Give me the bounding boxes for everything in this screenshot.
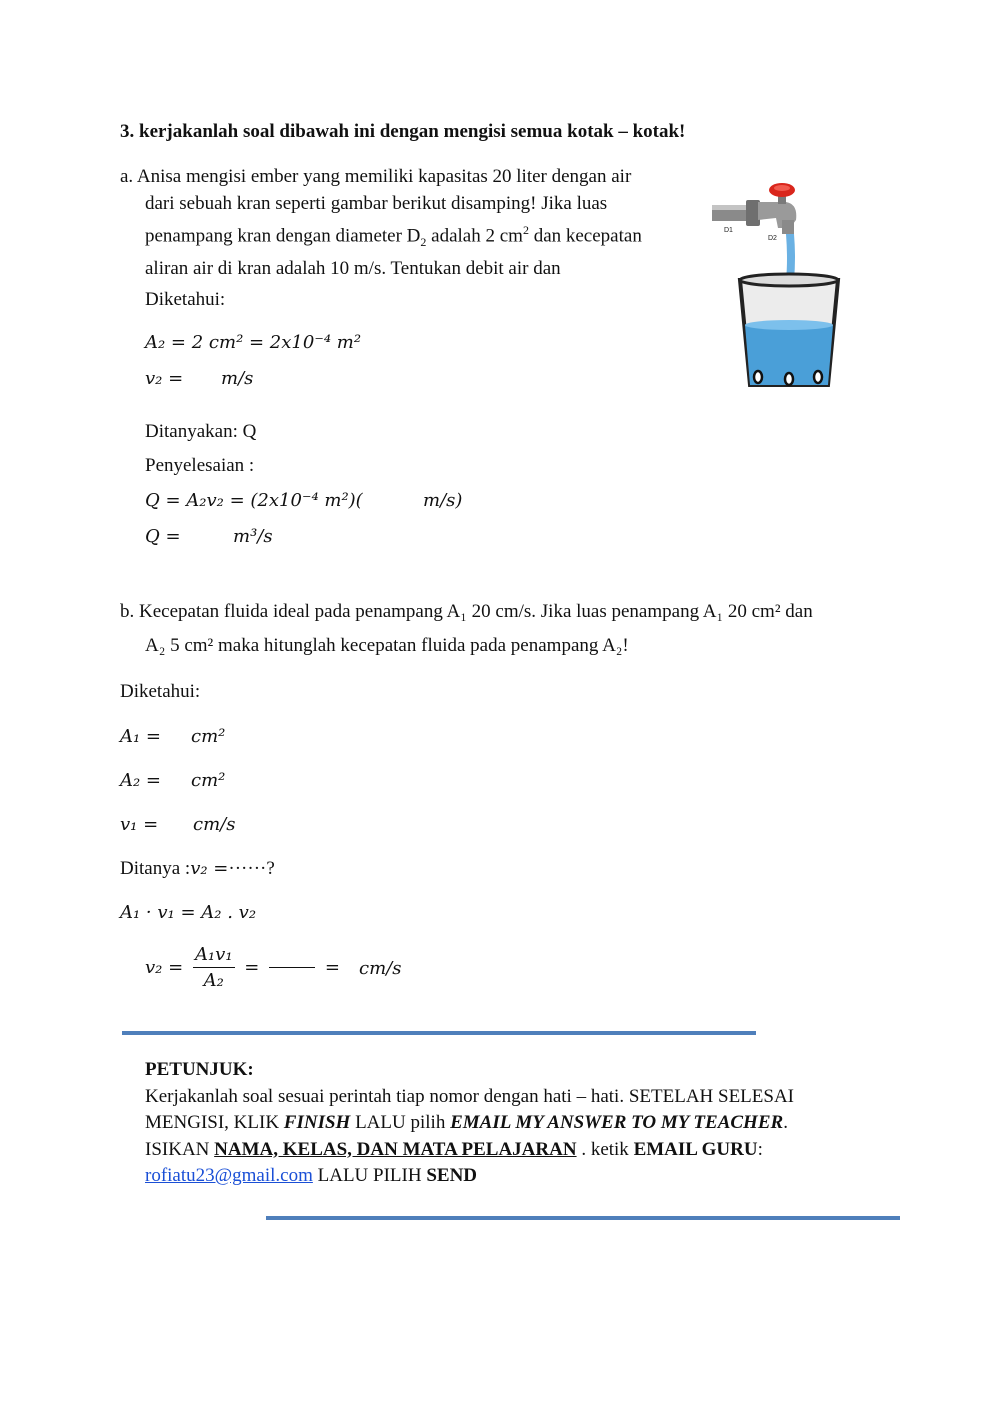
question-title: 3. kerjakanlah soal dibawah ini dengan mengisi semua kotak – kotak!: [120, 121, 686, 142]
part-a-eq-q-result: Q =: [145, 526, 181, 547]
instructions-line-3: ISIKAN NAMA, KELAS, DAN MATA PELAJARAN . ketik EMAIL GURU:: [145, 1138, 763, 1160]
tap-bucket-illustration: [708, 180, 848, 395]
part-b-line-2: A₂ 5 cm² maka hitunglah kecepatan fluida pada penampang A₂!: [145, 635, 629, 656]
part-a-line-3: penampang kran dengan diameter $D_2$ adalah 2 $cm^2$ dan kecepatan: [145, 223, 642, 250]
part-b-continuity-equation: A₁ · v₁ = A₂ . v₂: [120, 902, 257, 923]
part-a-eq-q-formula: Q = A₂v₂ = (2x10⁻⁴ m²)(: [145, 490, 363, 511]
answer-blank-line: [269, 967, 315, 968]
part-b-v2-formula: v₂ = $\frac{\text{A₁v₁}}{\text{A₂}}$ = =: [145, 944, 340, 991]
part-b-line-1: b. Kecepatan fluida ideal pada penampang A₁ 20 cm/s. Jika luas penampang A₁ 20 cm² dan: [120, 601, 813, 622]
part-a-line-4: aliran air di kran adalah 10 m/s. Tentukan debit air dan: [145, 257, 561, 279]
part-a-eq-a2: A₂ = 2 cm² = 2x10⁻⁴ m²: [145, 332, 362, 353]
part-b-problem: [120, 595, 890, 663]
part-a-eq-q-unit: m/s): [423, 490, 463, 511]
instructions-box: [145, 1057, 845, 1190]
divider-bottom: [266, 1216, 900, 1220]
part-b-v1-unit: cm/s: [193, 814, 236, 835]
part-b-ditanya: Ditanya :v₂ =······?: [120, 858, 275, 879]
part-a-ditanyakan: Ditanyakan: Q: [145, 421, 257, 442]
instructions-heading: PETUNJUK:: [145, 1059, 254, 1080]
label-d1: D1: [724, 227, 733, 234]
part-a-problem: [120, 164, 698, 282]
instructions-line-1: Kerjakanlah soal sesuai perintah tiap nomor dengan hati – hati. SETELAH SELESAI: [145, 1085, 795, 1107]
part-b-a1-unit: cm²: [191, 726, 226, 747]
part-b-a2: A₂ =: [120, 770, 162, 791]
part-a-diketahui: Diketahui:: [145, 289, 226, 310]
part-a-line-2: dari sebuah kran seperti gambar berikut disamping! Jika luas: [145, 192, 608, 214]
part-b-v2-unit: cm/s: [359, 958, 402, 979]
part-b-diketahui: Diketahui:: [120, 681, 201, 702]
part-a-penyelesaian: Penyelesaian :: [145, 455, 255, 476]
part-b-a2-unit: cm²: [191, 770, 226, 791]
part-a-eq-v2: v₂ =: [145, 368, 184, 389]
part-a-eq-v2-unit: m/s: [221, 368, 254, 389]
instructions-line-2: MENGISI, KLIK FINISH LALU pilih EMAIL MY ANSWER TO MY TEACHER.: [145, 1112, 788, 1133]
divider-top: [122, 1031, 756, 1035]
label-d2: D2: [768, 235, 777, 242]
part-b-v1: v₁ =: [120, 814, 159, 835]
v2-fraction: $\frac{\text{A₁v₁}}{\text{A₂}}$: [194, 944, 233, 991]
part-a-line-1: a. Anisa mengisi ember yang memiliki kapasitas 20 liter dengan air: [120, 166, 632, 187]
instructions-line-4: rofiatu23@gmail.com LALU PILIH SEND: [145, 1165, 478, 1186]
part-a-eq-q-result-unit: m³/s: [233, 526, 273, 547]
teacher-email-link[interactable]: rofiatu23@gmail.com: [145, 1165, 313, 1186]
part-b-a1: A₁ =: [120, 726, 162, 747]
